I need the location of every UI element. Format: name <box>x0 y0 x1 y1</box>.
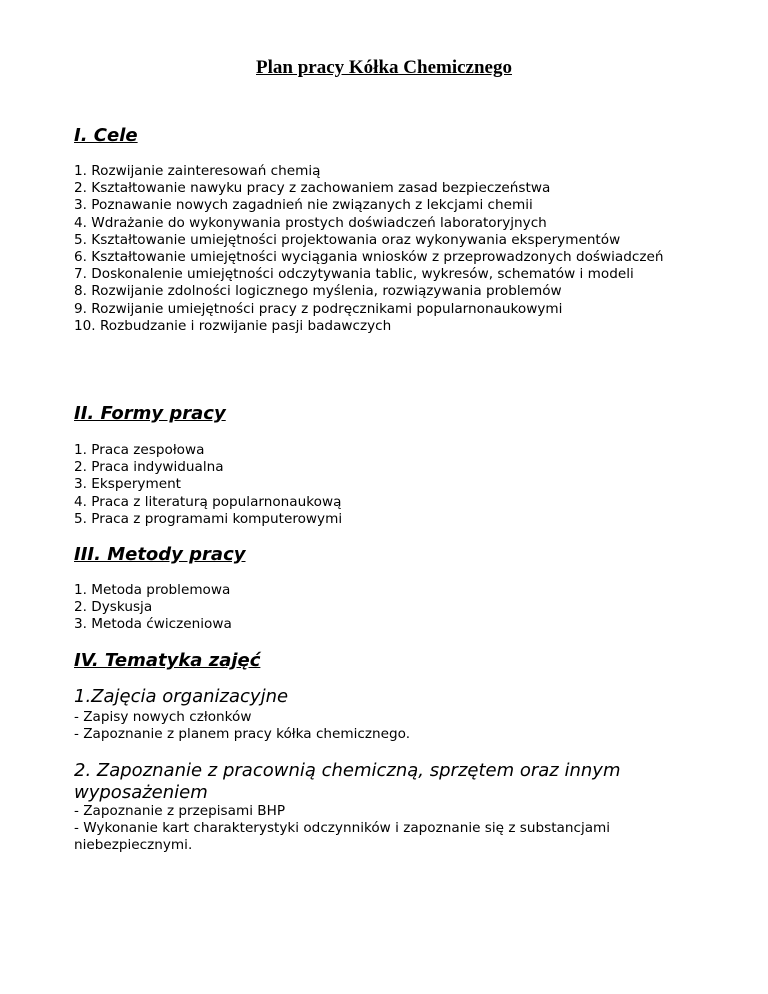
list-item: 1. Praca zespołowa <box>74 442 205 458</box>
section-heading-cele: I. Cele <box>74 125 138 146</box>
list-item: - Zapoznanie z planem pracy kółka chemicznego. <box>74 726 411 743</box>
list-item: 4. Praca z literaturą popularnonaukową <box>74 493 342 510</box>
list-item: 10. Rozbudzanie i rozwijanie pasji badawczych <box>74 317 392 334</box>
list-item: 7. Doskonalenie umiejętności odczytywania tablic, wykresów, schematów i modeli <box>74 266 634 283</box>
list-item: - Zapoznanie z przepisami BHP <box>74 803 286 819</box>
list-item: 3. Poznawanie nowych zagadnień nie związanych z lekcjami chemii <box>74 197 533 214</box>
list-item: 2. Praca indywidualna <box>74 459 224 476</box>
cele-list <box>74 163 684 335</box>
list-item: 8. Rozwijanie zdolności logicznego myślenia, rozwiązywania problemów <box>74 283 562 300</box>
topic-heading-2: 2. Zapoznanie z pracownią chemiczną, sprzętem oraz innym wyposażeniem <box>74 760 621 803</box>
topic-2-list <box>74 803 684 855</box>
topic-1-list <box>74 709 684 743</box>
formy-list <box>74 442 684 528</box>
section-heading-tematyka: IV. Tematyka zajęć <box>74 650 261 671</box>
topic-heading-1: 1.Zajęcia organizacyjne <box>74 686 289 707</box>
metody-list <box>74 582 684 634</box>
list-item: 3. Metoda ćwiczeniowa <box>74 616 232 633</box>
list-item: 5. Praca z programami komputerowymi <box>74 510 343 527</box>
document-title: Plan pracy Kółka Chemicznego <box>256 57 512 78</box>
list-item: 1. Rozwijanie zainteresowań chemią <box>74 163 321 179</box>
list-item: 5. Kształtowanie umiejętności projektowania oraz wykonywania eksperymentów <box>74 231 621 248</box>
list-item: 6. Kształtowanie umiejętności wyciągania wniosków z przeprowadzonych doświadczeń <box>74 249 664 266</box>
list-item: 3. Eksperyment <box>74 476 182 493</box>
section-heading-formy: II. Formy pracy <box>74 403 226 424</box>
list-item: 2. Dyskusja <box>74 599 153 616</box>
list-item: - Zapisy nowych członków <box>74 709 252 725</box>
list-item: 2. Kształtowanie nawyku pracy z zachowaniem zasad bezpieczeństwa <box>74 180 551 197</box>
list-item: 4. Wdrażanie do wykonywania prostych doświadczeń laboratoryjnych <box>74 214 547 231</box>
list-item: 1. Metoda problemowa <box>74 582 231 598</box>
section-heading-metody: III. Metody pracy <box>74 544 246 565</box>
list-item: - Wykonanie kart charakterystyki odczynników i zapoznanie się z substancjami niebezpiecznymi. <box>74 820 611 854</box>
list-item: 9. Rozwijanie umiejętności pracy z podręcznikami popularnonaukowymi <box>74 300 563 317</box>
